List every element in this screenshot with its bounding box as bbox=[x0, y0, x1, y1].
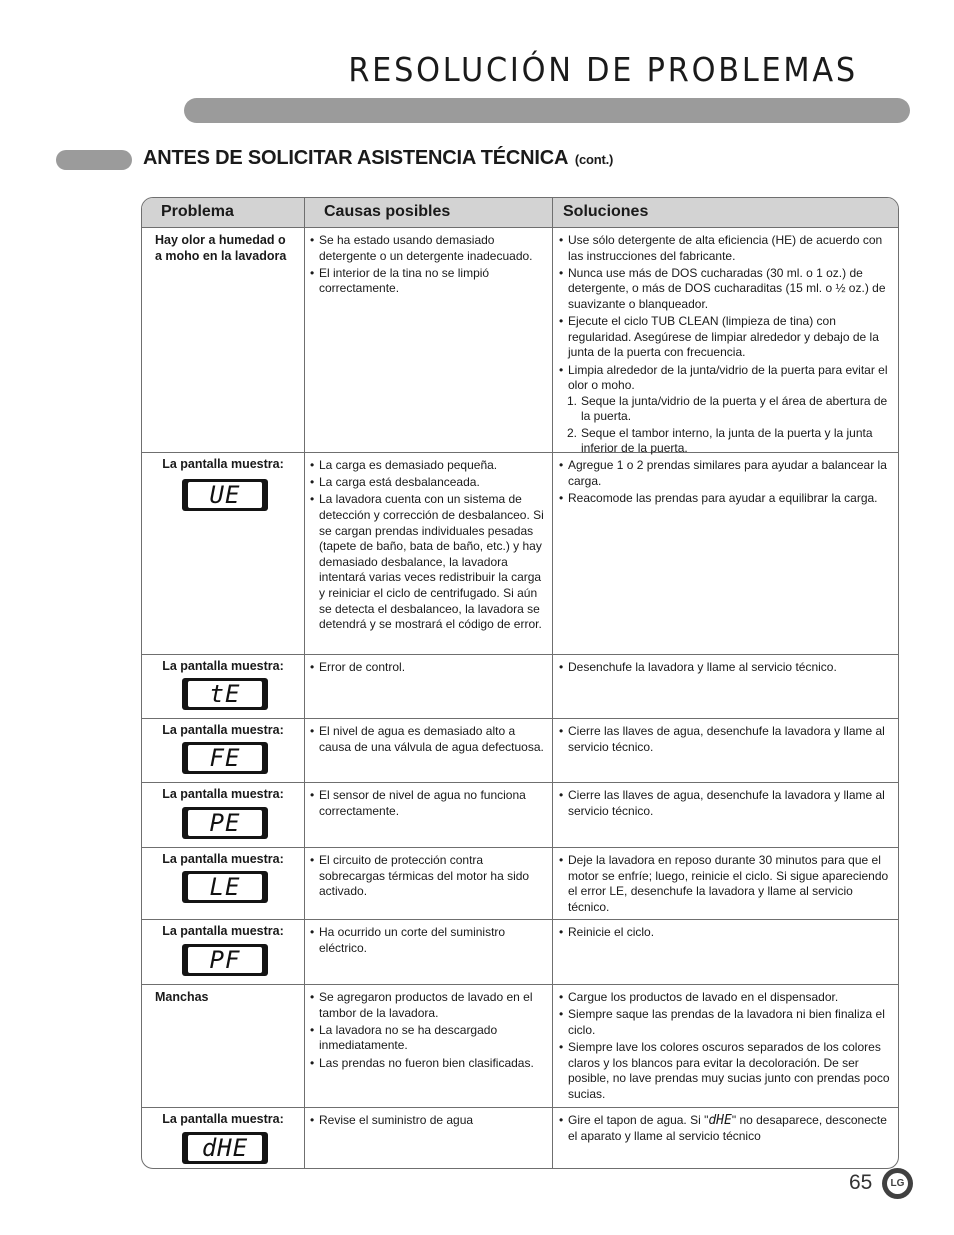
step-item bbox=[567, 394, 894, 425]
header-problem: Problema bbox=[161, 203, 234, 220]
solutions-cell bbox=[553, 849, 899, 917]
page-number: 65 bbox=[849, 1171, 873, 1194]
cause-item: • Error de control. bbox=[310, 660, 546, 676]
solutions-cell bbox=[553, 229, 899, 458]
lcd-code: dHE bbox=[188, 1135, 262, 1161]
section-pill bbox=[56, 150, 132, 170]
screen-label: La pantalla muestra: bbox=[162, 659, 284, 673]
solution-text: Gire el tapon de agua. Si " bbox=[568, 1113, 709, 1127]
lcd-display bbox=[182, 1132, 268, 1164]
table-header bbox=[142, 198, 899, 228]
solution-item: • Cierre las llaves de agua, desenchufe la lavadora y llame al servicio técnico. bbox=[559, 788, 894, 819]
table-row-fe bbox=[142, 720, 899, 783]
cause-item: • El interior de la tina no se limpió correctamente. bbox=[310, 266, 546, 297]
screen-label: La pantalla muestra: bbox=[162, 457, 284, 471]
solution-item: • Ejecute el ciclo TUB CLEAN (limpieza de tina) con regularidad. Asegúrese de limpiar alrededor y debajo de la junta de la puerta con frecuencia. bbox=[559, 314, 894, 361]
step-text: Seque el tambor interno, la junta de la puerta y la junta inferior de la puerta. bbox=[581, 425, 873, 456]
table-row-le bbox=[142, 849, 899, 920]
lcd-display bbox=[182, 479, 268, 511]
solution-item bbox=[559, 1113, 894, 1144]
cause-item: • La lavadora cuenta con un sistema de detección y corrección de desbalanceo. Si se cargan prendas individuales pesadas (tapete de baño, bata de baño, etc.) y hay demasiado desbalance, la lavadora intentará varias veces redistribuir la carga y reiniciar el ciclo de centrifugado. Si aún se detecta el desbalanceo, la lavadora se detendrá y se mostrará el código de error. bbox=[310, 492, 546, 632]
lcd-display bbox=[182, 944, 268, 976]
causes-cell bbox=[305, 720, 552, 757]
lcd-code: PF bbox=[188, 947, 262, 973]
step-text: Seque la junta/vidrio de la puerta y el área de abertura de la puerta. bbox=[581, 393, 888, 424]
lcd-display bbox=[182, 742, 268, 774]
cause-item: • La carga es demasiado pequeña. bbox=[310, 458, 546, 474]
screen-label: La pantalla muestra: bbox=[162, 852, 284, 866]
table-row-stains bbox=[142, 986, 899, 1108]
title-bar bbox=[184, 98, 910, 123]
cause-item: • La carga está desbalanceada. bbox=[310, 475, 546, 491]
solutions-cell bbox=[553, 1109, 899, 1146]
cause-item: • Las prendas no fueron bien clasificadas. bbox=[310, 1056, 546, 1072]
solutions-cell bbox=[553, 986, 899, 1104]
inline-lcd-code: dHE bbox=[708, 1113, 732, 1128]
solution-item: • Limpia alrededor de la junta/vidrio de la puerta para evitar el olor o moho. bbox=[559, 363, 894, 394]
table-row-te bbox=[142, 656, 899, 719]
solution-item: • Cierre las llaves de agua, desenchufe la lavadora y llame al servicio técnico. bbox=[559, 724, 894, 755]
table-row-odor bbox=[142, 229, 899, 456]
lcd-code: FE bbox=[188, 745, 262, 771]
cause-item: • El nivel de agua es demasiado alto a causa de una válvula de agua defectuosa. bbox=[310, 724, 546, 755]
lg-logo-icon bbox=[882, 1168, 913, 1199]
lg-logo-letters: LG bbox=[890, 1178, 905, 1189]
cause-item: • Revise el suministro de agua bbox=[310, 1113, 546, 1129]
solution-item: • Reinicie el ciclo. bbox=[559, 925, 894, 941]
table-row-ue bbox=[142, 454, 899, 655]
header-causes: Causas posibles bbox=[324, 203, 451, 220]
screen-label: La pantalla muestra: bbox=[162, 924, 284, 938]
causes-cell bbox=[305, 1109, 552, 1130]
lcd-code: tE bbox=[188, 681, 262, 707]
lcd-display bbox=[182, 678, 268, 710]
page-title: RESOLUCIÓN DE PROBLEMAS bbox=[348, 50, 858, 89]
cause-item: • Ha ocurrido un corte del suministro eléctrico. bbox=[310, 925, 546, 956]
table-row-pf bbox=[142, 921, 899, 985]
solutions-cell bbox=[553, 720, 899, 757]
section-heading bbox=[143, 147, 613, 170]
lcd-display bbox=[182, 807, 268, 839]
lcd-display bbox=[182, 871, 268, 903]
solution-item: • Nunca use más de DOS cucharadas (30 ml. o 1 oz.) de detergente, o más de DOS cucharaditas (15 ml. o ½ oz.) de suavizante o blanqueador. bbox=[559, 266, 894, 313]
table-row-dhe bbox=[142, 1109, 899, 1169]
screen-label: La pantalla muestra: bbox=[162, 1112, 284, 1126]
cause-item: • Se ha estado usando demasiado detergente o un detergente inadecuado. bbox=[310, 233, 546, 264]
solution-item: • Siempre saque las prendas de la lavadora ni bien finaliza el ciclo. bbox=[559, 1007, 894, 1038]
step-number: 1. bbox=[567, 393, 578, 408]
cause-item: • El sensor de nivel de agua no funciona correctamente. bbox=[310, 788, 546, 819]
section-heading-text: ANTES DE SOLICITAR ASISTENCIA TÉCNICA bbox=[143, 147, 568, 169]
solution-item: • Cargue los productos de lavado en el dispensador. bbox=[559, 990, 894, 1006]
lcd-code: PE bbox=[188, 810, 262, 836]
step-number: 2. bbox=[567, 425, 578, 440]
lcd-code: UE bbox=[188, 482, 262, 508]
solutions-cell bbox=[553, 454, 899, 508]
cause-item: • La lavadora no se ha descargado inmediatamente. bbox=[310, 1023, 546, 1054]
table-row-pe bbox=[142, 784, 899, 848]
problem-label: Hay olor a humedad o a moho en la lavadora bbox=[155, 233, 287, 263]
solution-item: • Reacomode las prendas para ayudar a equilibrar la carga. bbox=[559, 491, 894, 507]
step-item bbox=[567, 426, 894, 457]
solutions-cell bbox=[553, 656, 899, 677]
solution-item: • Siempre lave los colores oscuros separados de los colores claros y los blancos para evitar la decoloración. De ser posible, no lave prendas muy sucias junto con prendas poco sucias. bbox=[559, 1040, 894, 1102]
problem-label: Manchas bbox=[155, 990, 209, 1004]
causes-cell bbox=[305, 454, 552, 634]
solution-item: • Desenchufe la lavadora y llame al servicio técnico. bbox=[559, 660, 894, 676]
causes-cell bbox=[305, 656, 552, 677]
cause-item: • El circuito de protección contra sobrecargas térmicas del motor ha sido activado. bbox=[310, 853, 546, 900]
causes-cell bbox=[305, 921, 552, 958]
solution-item: • Agregue 1 o 2 prendas similares para ayudar a balancear la carga. bbox=[559, 458, 894, 489]
cause-item: • Se agregaron productos de lavado en el tambor de la lavadora. bbox=[310, 990, 546, 1021]
causes-cell bbox=[305, 986, 552, 1073]
lcd-code: LE bbox=[188, 874, 262, 900]
section-heading-cont: (cont.) bbox=[574, 152, 614, 167]
solutions-cell bbox=[553, 921, 899, 942]
solution-item: • Deje la lavadora en reposo durante 30 minutos para que el motor se enfríe; luego, reinicie el ciclo. Si sigue apareciendo el error LE, desenchufe la lavadora y llame al servicio técnico. bbox=[559, 853, 894, 915]
screen-label: La pantalla muestra: bbox=[162, 787, 284, 801]
screen-label: La pantalla muestra: bbox=[162, 723, 284, 737]
causes-cell bbox=[305, 229, 552, 299]
causes-cell bbox=[305, 784, 552, 821]
troubleshooting-table bbox=[141, 197, 899, 1169]
header-solutions: Soluciones bbox=[563, 203, 649, 220]
solutions-cell bbox=[553, 784, 899, 821]
solution-text: " no desaparece, desconecte el aparato y llame al servicio técnico bbox=[568, 1113, 887, 1143]
causes-cell bbox=[305, 849, 552, 901]
solution-item: • Use sólo detergente de alta eficiencia (HE) de acuerdo con las instrucciones del fabricante. bbox=[559, 233, 894, 264]
